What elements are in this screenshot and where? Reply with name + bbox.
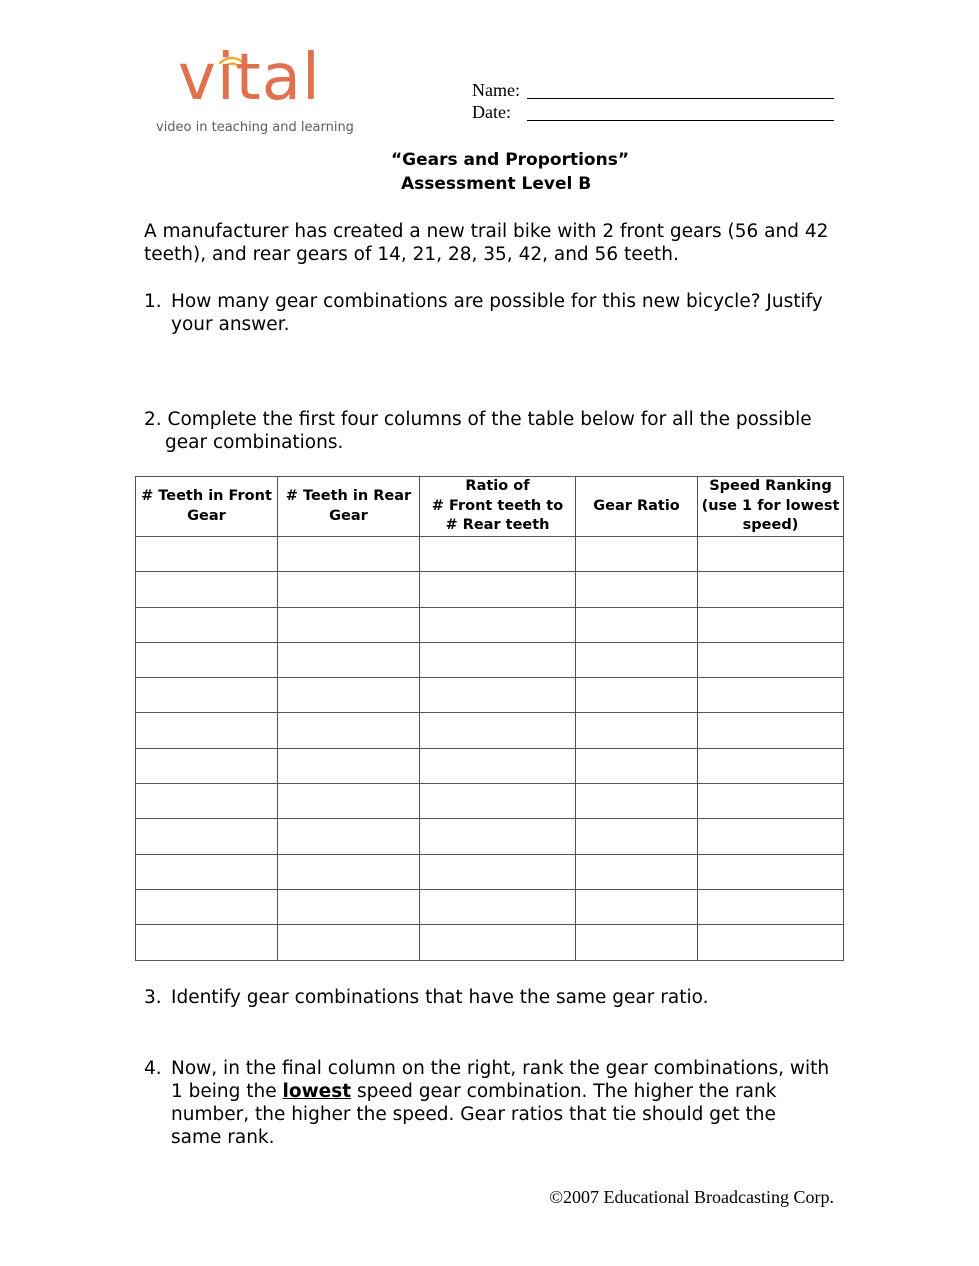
answer-cell[interactable] (698, 713, 844, 748)
date-field[interactable] (527, 120, 834, 121)
answer-cell[interactable] (420, 642, 576, 677)
answer-cell[interactable] (576, 925, 698, 960)
question-2 (144, 408, 844, 454)
answer-cell[interactable] (278, 854, 420, 889)
header-teeth-rear: # Teeth in Rear Gear (278, 477, 420, 537)
answer-cell[interactable] (576, 713, 698, 748)
page-subtitle: Assessment Level B (401, 174, 592, 194)
vital-logo (156, 41, 356, 138)
answer-cell[interactable] (278, 572, 420, 607)
answer-cell[interactable] (278, 784, 420, 819)
question-3-number: 3. (144, 987, 162, 1008)
table-row (136, 925, 844, 960)
answer-cell[interactable] (420, 784, 576, 819)
answer-cell[interactable] (698, 925, 844, 960)
answer-cell[interactable] (278, 537, 420, 572)
answer-cell[interactable] (136, 713, 278, 748)
answer-cell[interactable] (698, 642, 844, 677)
answer-cell[interactable] (576, 748, 698, 783)
answer-cell[interactable] (278, 678, 420, 713)
answer-cell[interactable] (136, 889, 278, 924)
answer-cell[interactable] (420, 819, 576, 854)
table-row (136, 678, 844, 713)
answer-cell[interactable] (278, 607, 420, 642)
answer-cell[interactable] (136, 607, 278, 642)
logo-wordmark: vital (178, 41, 321, 115)
answer-cell[interactable] (136, 572, 278, 607)
answer-cell[interactable] (576, 642, 698, 677)
answer-cell[interactable] (278, 819, 420, 854)
answer-cell[interactable] (576, 537, 698, 572)
answer-cell[interactable] (136, 642, 278, 677)
answer-cell[interactable] (136, 819, 278, 854)
answer-cell[interactable] (136, 537, 278, 572)
answer-cell[interactable] (278, 713, 420, 748)
answer-cell[interactable] (576, 572, 698, 607)
answer-cell[interactable] (576, 607, 698, 642)
intro-line-2: teeth), and rear gears of 14, 21, 28, 35, 42, and 56 teeth. (144, 244, 679, 265)
answer-cell[interactable] (136, 678, 278, 713)
answer-cell[interactable] (136, 748, 278, 783)
table-row (136, 572, 844, 607)
table-row (136, 642, 844, 677)
answer-cell[interactable] (698, 537, 844, 572)
copyright-footer: ©2007 Educational Broadcasting Corp. (549, 1187, 834, 1207)
header-speed-ranking: Speed Ranking (use 1 for lowest speed) (698, 477, 844, 537)
answer-cell[interactable] (420, 889, 576, 924)
answer-cell[interactable] (136, 784, 278, 819)
answer-cell[interactable] (698, 854, 844, 889)
answer-cell[interactable] (278, 889, 420, 924)
answer-cell[interactable] (576, 678, 698, 713)
question-4 (171, 1057, 861, 1149)
answer-cell[interactable] (576, 889, 698, 924)
answer-cell[interactable] (420, 748, 576, 783)
answer-cell[interactable] (420, 537, 576, 572)
header-ratio-front-rear: Ratio of # Front teeth to # Rear teeth (420, 477, 576, 537)
table-row (136, 889, 844, 924)
answer-cell[interactable] (698, 678, 844, 713)
name-field[interactable] (527, 98, 834, 99)
answer-cell[interactable] (698, 889, 844, 924)
answer-cell[interactable] (698, 607, 844, 642)
table-row (136, 748, 844, 783)
date-label: Date: (472, 102, 511, 122)
table-row (136, 819, 844, 854)
answer-cell[interactable] (136, 925, 278, 960)
question-4-line-3: number, the higher the speed. Gear ratios that tie should get the (171, 1104, 776, 1125)
question-1-number: 1. (144, 291, 162, 312)
header-gear-ratio: Gear Ratio (576, 477, 698, 537)
table-row (136, 713, 844, 748)
table-row (136, 537, 844, 572)
question-4-line-1: Now, in the final column on the right, rank the gear combinations, with (171, 1058, 830, 1079)
question-2-line-2: gear combinations. (165, 432, 344, 453)
logo-tagline: video in teaching and learning (156, 120, 354, 135)
table-row (136, 784, 844, 819)
page-title: “Gears and Proportions” (391, 150, 629, 170)
table-row (136, 854, 844, 889)
answer-cell[interactable] (576, 784, 698, 819)
gear-combinations-table (135, 476, 844, 961)
question-1-line-2: your answer. (171, 314, 290, 335)
answer-cell[interactable] (420, 925, 576, 960)
answer-cell[interactable] (576, 819, 698, 854)
name-label: Name: (472, 80, 520, 100)
table-row (136, 607, 844, 642)
header-teeth-front: # Teeth in Front Gear (136, 477, 278, 537)
answer-cell[interactable] (576, 854, 698, 889)
answer-cell[interactable] (278, 642, 420, 677)
answer-cell[interactable] (420, 572, 576, 607)
question-4-line-2: 1 being the lowest speed gear combination. The higher the rank (171, 1081, 777, 1102)
answer-cell[interactable] (278, 925, 420, 960)
answer-cell[interactable] (278, 748, 420, 783)
question-4-number: 4. (144, 1058, 162, 1079)
answer-cell[interactable] (136, 854, 278, 889)
question-4-line-4: same rank. (171, 1127, 275, 1148)
question-2-line-1: 2. Complete the first four columns of the table below for all the possible (144, 409, 812, 430)
table-header-row (136, 477, 844, 537)
intro-text (144, 220, 864, 266)
answer-cell[interactable] (420, 713, 576, 748)
answer-cell[interactable] (420, 854, 576, 889)
answer-cell[interactable] (698, 572, 844, 607)
answer-cell[interactable] (420, 678, 576, 713)
intro-line-1: A manufacturer has created a new trail bike with 2 front gears (56 and 42 (144, 221, 829, 242)
answer-cell[interactable] (698, 819, 844, 854)
question-1-line-1: How many gear combinations are possible for this new bicycle? Justify (171, 291, 823, 312)
answer-cell[interactable] (698, 748, 844, 783)
emphasis-lowest: lowest (282, 1081, 352, 1102)
answer-cell[interactable] (698, 784, 844, 819)
question-3: Identify gear combinations that have the same gear ratio. (171, 987, 709, 1008)
question-1 (171, 290, 861, 336)
answer-cell[interactable] (420, 607, 576, 642)
